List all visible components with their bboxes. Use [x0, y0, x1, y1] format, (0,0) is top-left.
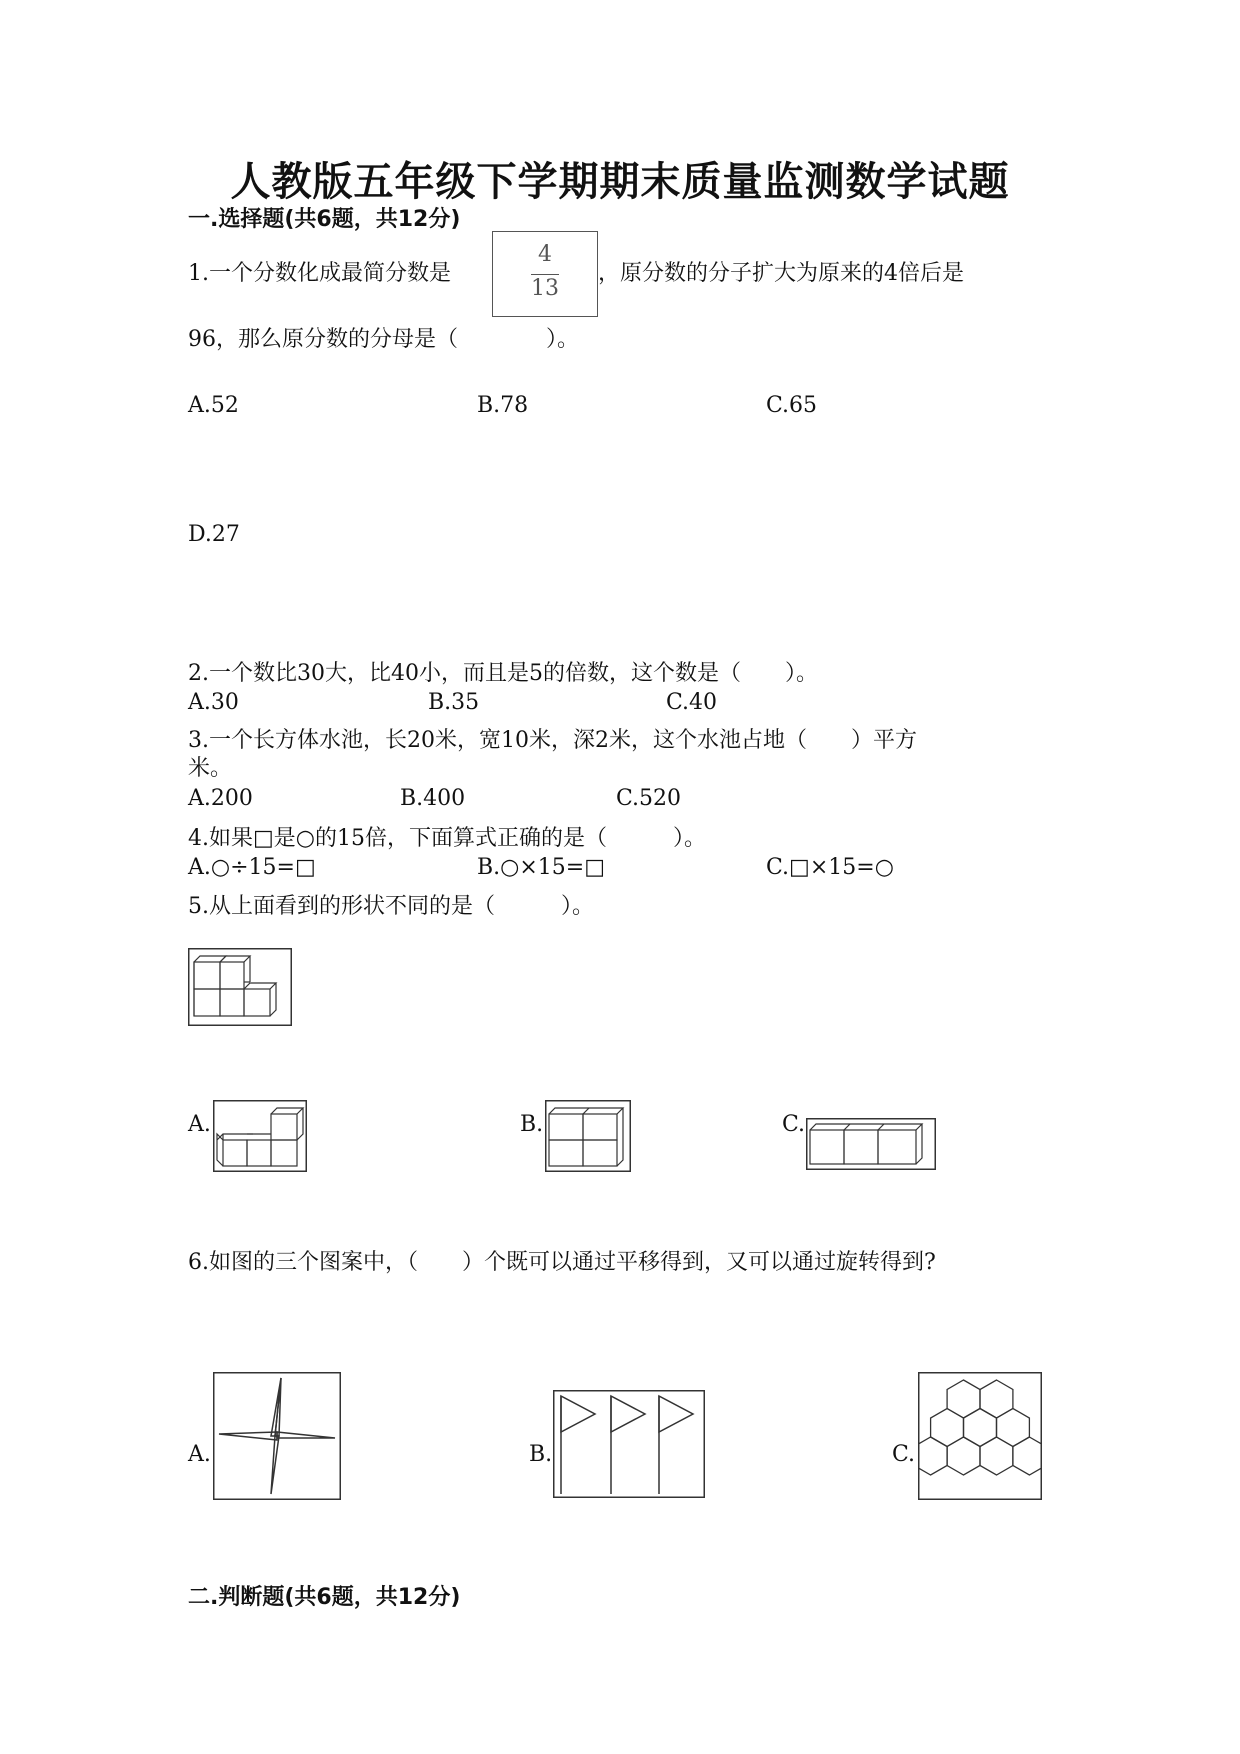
- q5-option-b-label: B.: [520, 1112, 544, 1137]
- q6-text: 6.如图的三个图案中，（ ）个既可以通过平移得到，又可以通过旋转得到?: [188, 1250, 936, 1275]
- three-flags-icon: [553, 1390, 705, 1498]
- q5-option-c-cubes-icon: [806, 1118, 936, 1170]
- q1-fraction-box: [492, 231, 598, 317]
- q1-option-a: A.52: [188, 393, 239, 418]
- q3-text-line1: 3.一个长方体水池，长20米，宽10米，深2米，这个水池占地（ ）平方: [188, 728, 917, 753]
- q6-option-a-label: A.: [188, 1442, 211, 1467]
- q5-reference-cubes-icon: [188, 948, 292, 1026]
- fraction-denominator: 13: [531, 276, 559, 301]
- q3-option-b: B.400: [400, 786, 466, 811]
- q4-text: 4.如果□是○的15倍，下面算式正确的是（ ）。: [188, 826, 706, 851]
- q6-option-c-label: C.: [892, 1442, 916, 1467]
- section-heading-judgement: 二.判断题(共6题，共12分): [188, 1585, 461, 1610]
- page-title: 人教版五年级下学期期末质量监测数学试题: [230, 158, 1010, 205]
- q5-option-a-cubes-icon: [213, 1100, 307, 1172]
- q1-text-part1: 1.一个分数化成最简分数是: [188, 261, 451, 286]
- q1-option-c: C.65: [766, 393, 818, 418]
- q2-option-a: A.30: [188, 690, 239, 715]
- hexagon-honeycomb-icon: [918, 1372, 1042, 1500]
- q4-option-a: A.○÷15=□: [188, 855, 316, 880]
- q2-text: 2.一个数比30大，比40小，而且是5的倍数，这个数是（ ）。: [188, 661, 818, 686]
- q2-option-c: C.40: [666, 690, 718, 715]
- q4-option-b: B.○×15=□: [477, 855, 606, 880]
- fraction-bar: [531, 274, 559, 275]
- fraction-numerator: 4: [538, 242, 552, 267]
- q2-option-b: B.35: [428, 690, 480, 715]
- section-heading-choice: 一.选择题(共6题，共12分): [188, 207, 461, 232]
- q5-option-b-cubes-icon: [545, 1100, 631, 1172]
- q3-text-line2: 米。: [188, 756, 233, 781]
- q6-option-b-label: B.: [529, 1442, 553, 1467]
- q1-option-d: D.27: [188, 522, 240, 547]
- pinwheel-icon: [213, 1372, 341, 1500]
- q3-option-a: A.200: [188, 786, 253, 811]
- q1-text-part2: ，原分数的分子扩大为原来的4倍后是: [598, 261, 964, 286]
- q1-option-b: B.78: [477, 393, 529, 418]
- q3-option-c: C.520: [616, 786, 682, 811]
- q1-text-line2: 96，那么原分数的分母是（ ）。: [188, 327, 579, 352]
- q5-text: 5.从上面看到的形状不同的是（ ）。: [188, 894, 594, 919]
- q5-option-a-label: A.: [188, 1112, 211, 1137]
- q4-option-c: C.□×15=○: [766, 855, 894, 880]
- q5-option-c-label: C.: [782, 1112, 806, 1137]
